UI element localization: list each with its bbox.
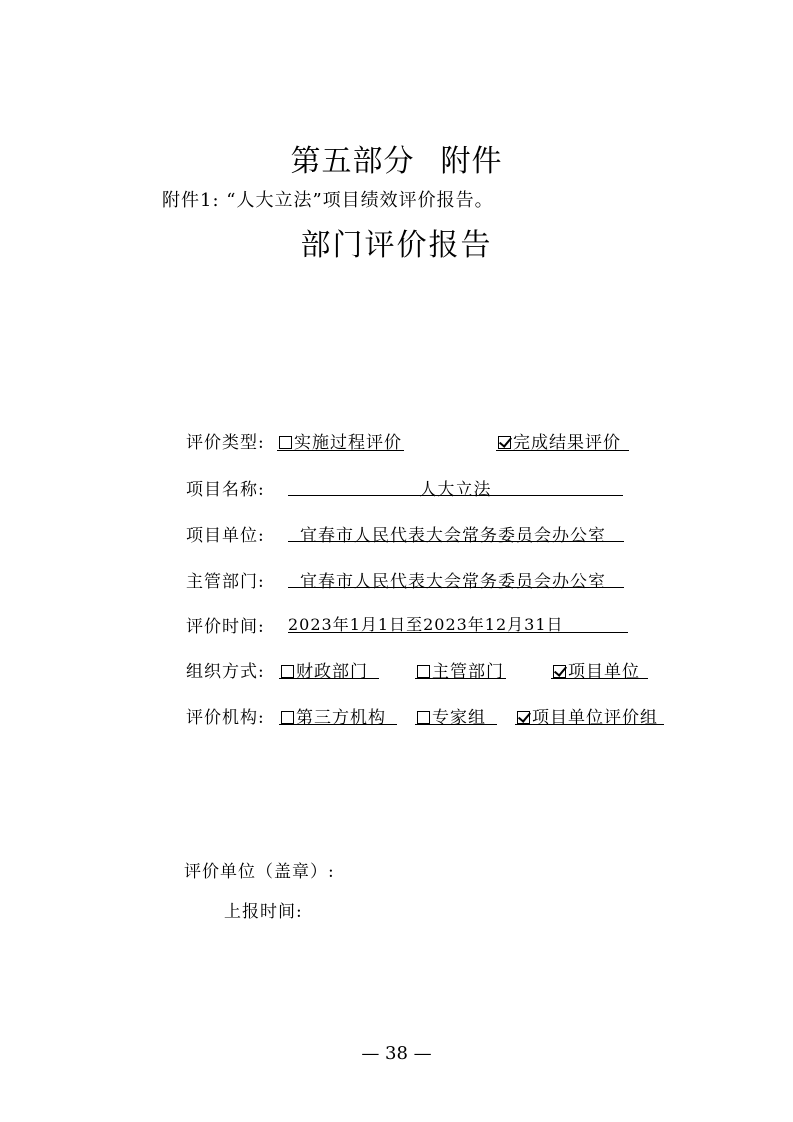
part-title-a: 第五部分 xyxy=(290,144,415,179)
report-title: 部门评价报告 xyxy=(300,228,493,263)
checked-box-icon xyxy=(517,711,530,724)
part-title xyxy=(0,136,793,180)
checked-box-icon xyxy=(498,436,511,449)
option-label: 实施过程评价 xyxy=(294,433,402,453)
eval-agency-label: 评价机构: xyxy=(186,708,265,728)
eval-unit-seal-label: 评价单位（盖章）: xyxy=(184,862,335,882)
project-name-value: 人大立法 xyxy=(419,480,492,500)
supervising-dept-label: 主管部门: xyxy=(186,572,265,592)
underline xyxy=(515,724,664,725)
org-method-label: 组织方式: xyxy=(186,662,265,682)
underline xyxy=(288,632,628,633)
checkbox-icon xyxy=(417,711,430,724)
attachment-line: 附件1: “人大立法”项目绩效评价报告。 xyxy=(162,190,494,211)
option-label: 主管部门 xyxy=(432,662,504,682)
page-number: — 38 — xyxy=(361,1043,432,1064)
underline xyxy=(288,587,624,588)
option-label: 第三方机构 xyxy=(296,708,386,728)
supervising-dept-value: 宜春市人民代表大会常务委员会办公室 xyxy=(300,572,606,592)
underline xyxy=(496,450,629,451)
project-unit-value: 宜春市人民代表大会常务委员会办公室 xyxy=(300,526,606,546)
underline xyxy=(279,724,397,725)
checkbox-icon xyxy=(417,665,430,678)
underline xyxy=(279,678,379,679)
eval-time-label: 评价时间: xyxy=(186,617,265,637)
option-label: 项目单位评价组 xyxy=(532,708,658,728)
underline xyxy=(288,541,624,542)
eval-type-label: 评价类型: xyxy=(186,433,265,453)
underline xyxy=(551,678,648,679)
part-title-b: 附件 xyxy=(440,144,503,179)
underline xyxy=(415,724,497,725)
underline xyxy=(415,678,506,679)
report-time-label: 上报时间: xyxy=(224,902,303,922)
eval-time-value: 2023年1月1日至2023年12月31日 xyxy=(288,615,564,634)
option-label: 财政部门 xyxy=(296,662,368,682)
option-label: 项目单位 xyxy=(568,662,640,682)
project-unit-label: 项目单位: xyxy=(186,526,265,546)
option-label: 完成结果评价 xyxy=(513,433,621,453)
checked-box-icon xyxy=(553,665,566,678)
project-name-label: 项目名称: xyxy=(186,480,265,500)
checkbox-icon xyxy=(281,711,294,724)
option-label: 专家组 xyxy=(432,708,486,728)
checkbox-icon xyxy=(281,665,294,678)
checkbox-icon xyxy=(279,436,292,449)
underline xyxy=(288,495,623,496)
underline xyxy=(277,450,404,451)
